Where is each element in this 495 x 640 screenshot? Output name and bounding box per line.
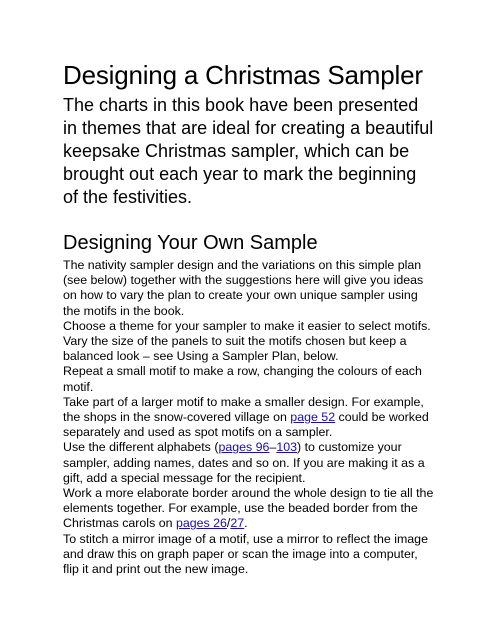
paragraph-text: ) to customize your sampler, adding names, dates and so on. If you are making it as a gift, add a special message for the recipient. (63, 440, 425, 485)
slash-text: / (226, 516, 231, 531)
page-27-link[interactable]: 27 (230, 516, 245, 531)
dash-text: – (269, 440, 277, 455)
page-title: Designing a Christmas Sampler (63, 60, 423, 90)
document-page (63, 60, 435, 577)
paragraph-text: . (244, 516, 248, 531)
paragraph-text: Work a more elaborate border around the whole design to tie all the elements together. For example, use the beaded border from the Christmas carols on (63, 486, 434, 531)
paragraph-theme: Choose a theme for your sampler to make it easier to select motifs. (63, 318, 431, 333)
paragraph-text: Take part of a larger motif to make a smaller design. For example, the shops in the snow-covered village on (63, 394, 424, 425)
paragraph-border (63, 486, 435, 532)
paragraph-repeat: Repeat a small motif to make a row, changing the colours of each motif. (63, 364, 422, 394)
page-52-link[interactable]: page 52 (290, 410, 336, 425)
page-103-link[interactable]: 103 (276, 440, 298, 455)
paragraph-larger-motif (63, 395, 435, 441)
pages-26-link[interactable]: pages 26 (175, 516, 227, 531)
paragraph-nativity: The nativity sampler design and the variations on this simple plan (see below) together with the suggestions here will give you ideas on how to vary the plan to create your own unique sampler using the motifs in the book. (63, 258, 424, 318)
paragraph-mirror: To stitch a mirror image of a motif, use a mirror to reflect the image and draw this on graph paper or scan the image into a computer, flip it and print out the new image. (63, 531, 428, 577)
intro-paragraph: The charts in this book have been presented in themes that are ideal for creating a beautiful keepsake Christmas sampler, which can be brought out each year to mark the beginning of the festivities. (63, 95, 434, 207)
paragraph-alphabets (63, 440, 435, 486)
paragraph-panels: Vary the size of the panels to suit the motifs chosen but keep a balanced look – see Using a Sampler Plan, below. (63, 334, 407, 364)
paragraph-text: could be worked separately and used as spot motifs on a sampler. (63, 410, 429, 440)
section-heading: Designing Your Own Sample (63, 232, 318, 254)
paragraph-text: Use the different alphabets ( (63, 440, 219, 455)
pages-96-link[interactable]: pages 96 (218, 440, 270, 455)
